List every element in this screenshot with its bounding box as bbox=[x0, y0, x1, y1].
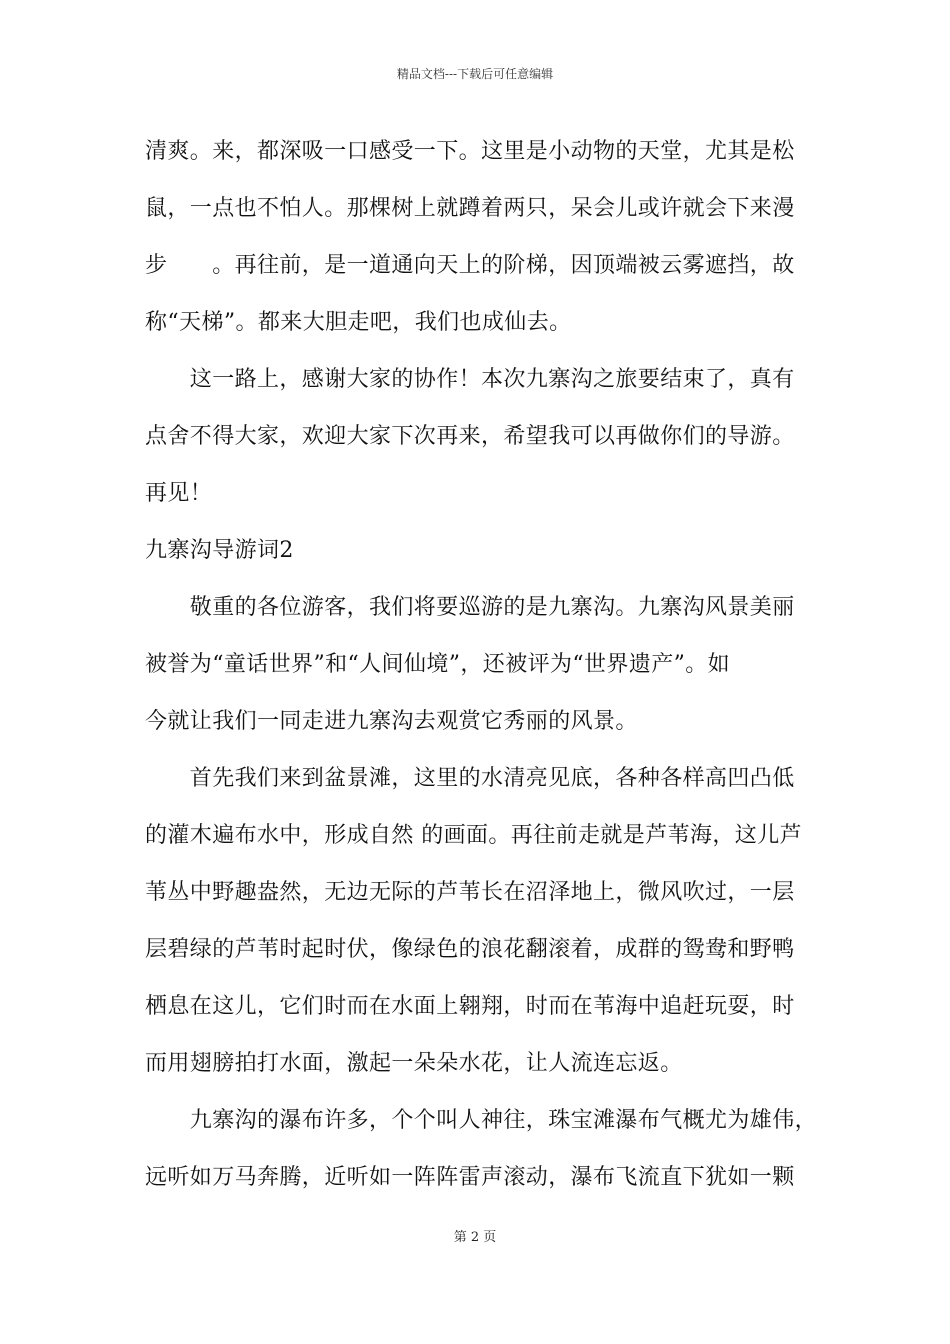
page-header: 精品文档---下载后可任意编辑 bbox=[396, 67, 554, 81]
text-line: 敬重的各位游客，我们将要巡游的是九寨沟。九寨沟风景美丽 bbox=[145, 595, 795, 620]
text-line: 这一路上，感谢大家的协作！本次九寨沟之旅要结束了，真有 bbox=[145, 367, 795, 392]
text-line: 今就让我们一同走进九寨沟去观赏它秀丽的风景。 bbox=[145, 709, 638, 734]
text-line: 苇丛中野趣盎然，无边无际的芦苇长在沼泽地上，微风吹过，一层 bbox=[145, 880, 795, 905]
text-line: 栖息在这儿，它们时而在水面上翱翔，时而在苇海中追赶玩耍，时 bbox=[145, 994, 795, 1019]
text-line: 的灌木遍布水中，形成自然 的画面。再往前走就是芦苇海，这儿芦 bbox=[145, 823, 802, 848]
text-line: 九寨沟的瀑布许多，个个叫人神往，珠宝滩瀑布气概尤为雄伟， bbox=[145, 1108, 818, 1133]
text-line: 远听如万马奔腾，近听如一阵阵雷声滚动，瀑布飞流直下犹如一颗 bbox=[145, 1165, 795, 1190]
text-line: 首先我们来到盆景滩，这里的水清亮见底，各种各样高凹凸低 bbox=[145, 766, 795, 791]
text-line: 层碧绿的芦苇时起时伏，像绿色的浪花翻滚着，成群的鸳鸯和野鸭 bbox=[145, 937, 795, 962]
text-line: 清爽。来，都深吸一口感受一下。这里是小动物的天堂，尤其是松 bbox=[145, 139, 795, 164]
text-line: 再见！ bbox=[145, 481, 213, 506]
text-line: 步 。再往前，是一道通向天上的阶梯，因顶端被云雾遮挡，故 bbox=[145, 253, 795, 278]
text-line: 称“天梯”。都来大胆走吧，我们也成仙去。 bbox=[145, 310, 572, 335]
text-line: 点舍不得大家，欢迎大家下次再来，希望我可以再做你们的导游。 bbox=[145, 424, 795, 449]
text-line: 鼠，一点也不怕人。那棵树上就蹲着两只，呆会儿或许就会下来漫 bbox=[145, 196, 795, 221]
text-line: 而用翅膀拍打水面，激起一朵朵水花，让人流连忘返。 bbox=[145, 1051, 683, 1076]
text-line: 被誉为“童话世界”和“人间仙境”，还被评为“世界遗产”。如 bbox=[145, 652, 731, 677]
section-heading: 九寨沟导游词2 bbox=[145, 538, 294, 563]
page-number: 第 2 页 bbox=[453, 1230, 497, 1245]
